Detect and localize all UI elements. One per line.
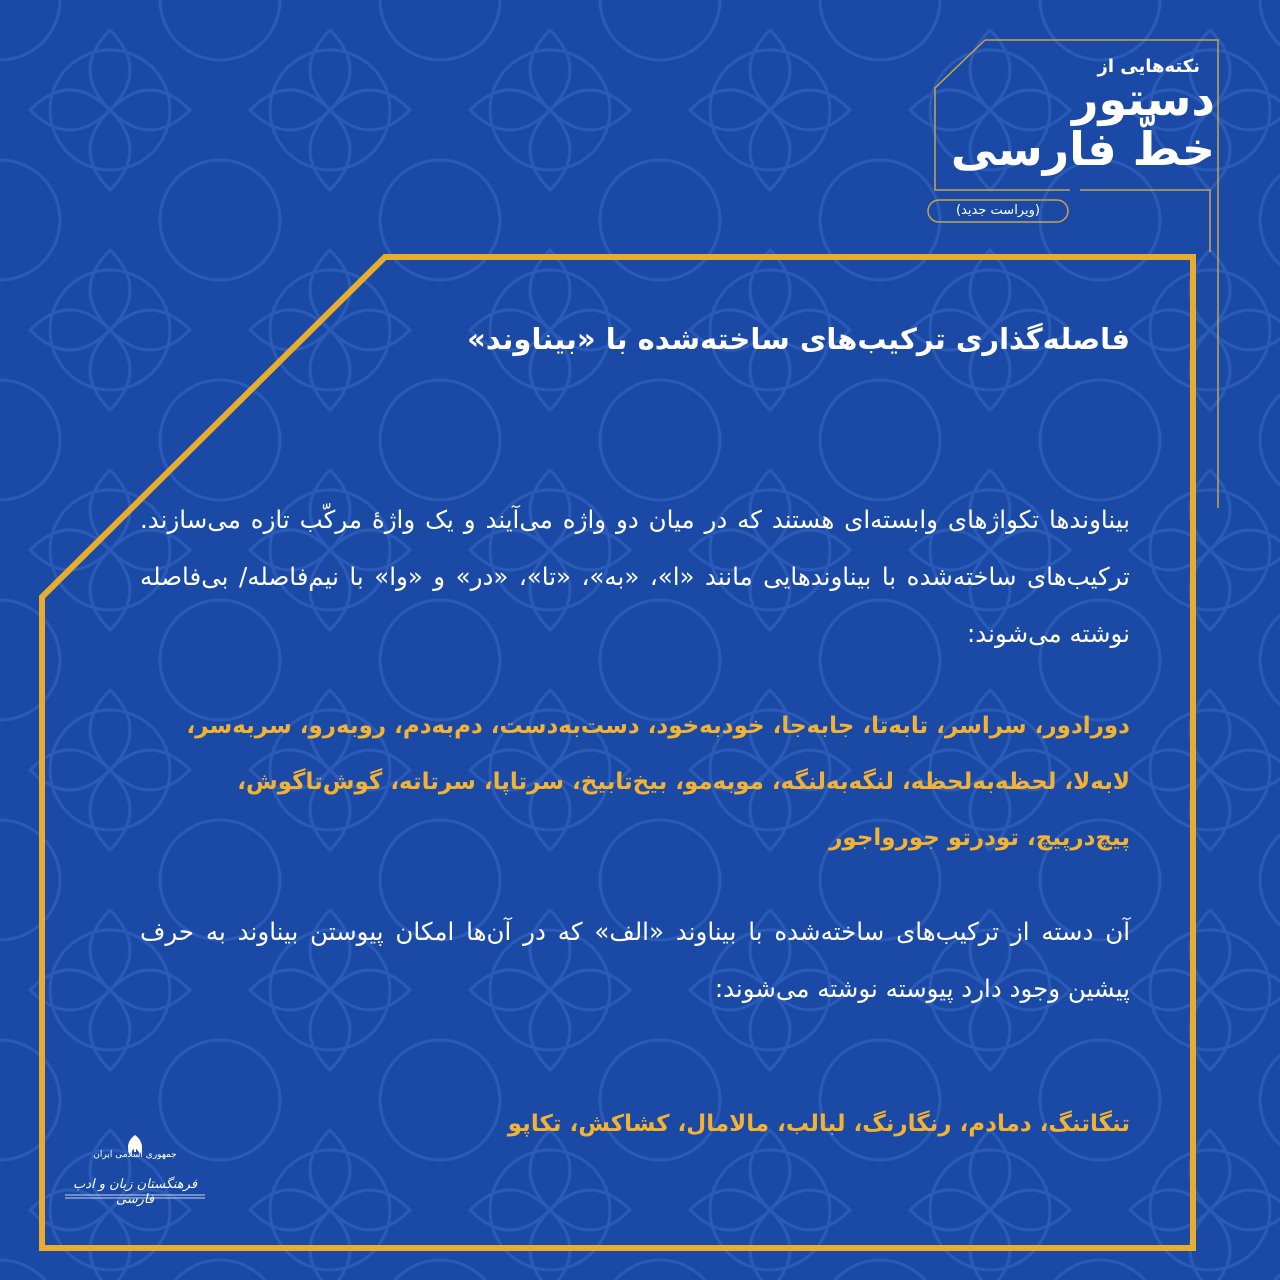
- badge-title-line2: خطّ فارسی: [950, 122, 1215, 176]
- examples-list-2: تنگاتنگ، دمادم، رنگارنگ، لبالب، مالامال، کشاکش، تکاپو: [507, 1111, 1130, 1137]
- page-title: فاصله‌گذاری ترکیب‌های ساخته‌شده با «بیناوند»: [467, 322, 1130, 356]
- logo-country-text: جمهوری اسلامی ایران: [93, 1150, 177, 1160]
- badge-subtitle: نکته‌هایی از: [1097, 56, 1200, 77]
- paragraph-intro: بیناوندها تکواژهای وابسته‌ای هستند که در میان دو واژه می‌آیند و یک واژهٔ مرکّب تازه می‌سازند. ترکیب‌های ساخته‌شده با بیناوندهایی مانند «ا»، «به»، «تا»، «در» و «وا» با نیم‌فاصله/ بی‌فاصله نوشته می‌شوند:: [140, 505, 1130, 648]
- paragraph-alef: آن دسته از ترکیب‌های ساخته‌شده با بیناوند «الف» که در آن‌ها امکان پیوستن بیناوند به حرف پیشین وجود دارد پیوسته نوشته می‌شوند:: [140, 917, 1130, 1003]
- examples-list-1: دورادور، سراسر، تابه‌تا، جابه‌جا، خودبه‌خود، دست‌به‌دست، دم‌به‌دم، روبه‌رو، سربه‌سر، لابه‌لا، لحظه‌به‌لحظه، لنگه‌به‌لنگه، موبه‌مو، بیخ‌تابیخ، سرتاپا، سرتاته، گوش‌تاگوش، پیچ‌درپیچ، تودرتو جورواجور: [186, 713, 1130, 851]
- badge-title-line1: دستور: [1072, 72, 1215, 126]
- logo-academy-name: فرهنگستان زبان و ادب فارسی: [72, 1177, 198, 1207]
- badge-edition: (ویراست جدید): [956, 203, 1040, 218]
